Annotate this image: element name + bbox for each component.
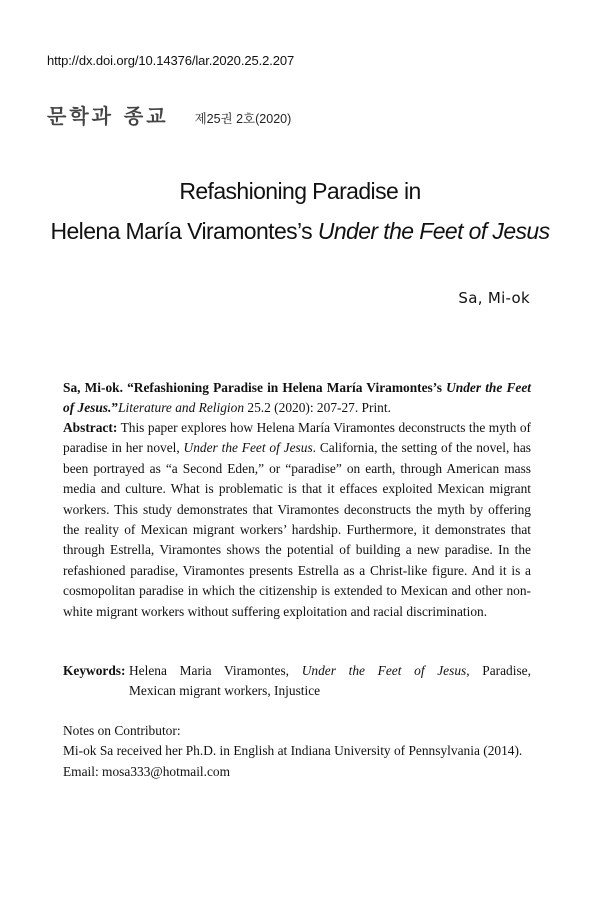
contributor-bio: Mi-ok Sa received her Ph.D. in English at Indiana University of Pennsylvania (2014). (63, 743, 523, 759)
journal-issue: 제25권 2호(2020) (194, 112, 292, 126)
citation-work-title: Under the Feet of Jesus. (63, 380, 531, 416)
keywords-row (63, 661, 531, 681)
abstract-label: Abstract: (63, 420, 118, 435)
abstract-text-1: This paper explores how Helena María Viramontes deconstructs the myth of paradise in her novel, (63, 420, 531, 456)
doi-link[interactable]: http://dx.doi.org/10.14376/lar.2020.25.2.207 (47, 53, 295, 68)
citation-quote-close: ” (111, 400, 119, 416)
citation (63, 378, 531, 419)
notes-heading: Notes on Contributor: (63, 723, 181, 738)
paper-title-line1: Refashioning Paradise in (179, 178, 421, 204)
author-name: Sa, Mi-ok (458, 289, 530, 307)
abstract (63, 418, 531, 622)
abstract-text-2: . California, the setting of the novel, has been portrayed as “a Second Eden,” or “paradise” on earth, through American mass media and culture. What is problematic is that it effaces exploited Mexican migrant workers. This study demonstrates that Viramontes deconstructs the myth by offering the reality of Mexican migrant workers’ hardship. Furthermore, it demonstrates that through Estrella, Viramontes shows the potential of building a new paradise. In the refashioned paradise, Viramontes presents Estrella as a Christ-like figure. And it is a cosmopolitan paradise in which the citizenship is extended to Mexican and other non-white migrant workers without suffering exploitation and racial discrimination. (63, 440, 531, 619)
contributor-email[interactable]: Email: mosa333@hotmail.com (63, 763, 231, 779)
title-plain: Helena María Viramontes’s (50, 218, 318, 244)
keywords-line1 (129, 661, 531, 681)
keyword-title: Under the Feet of Jesus (301, 663, 467, 678)
journal-name: 문학과 종교 (47, 104, 169, 128)
paper-title-line2 (0, 218, 600, 245)
keywords (63, 661, 531, 702)
keywords-label: Keywords: (63, 663, 126, 678)
abstract-italic-title: Under the Feet of Jesus (183, 440, 313, 456)
citation-lead: Sa, Mi-ok. “Refashioning Paradise in Helena María Viramontes’s (63, 380, 447, 395)
keyword-author: Helena Maria Viramontes, (129, 663, 302, 678)
journal-header (47, 100, 291, 129)
keywords-line2: Mexican migrant workers, Injustice (129, 683, 321, 699)
citation-journal: Literature and Religion (118, 400, 245, 416)
citation-tail: 25.2 (2020): 207-27. Print. (244, 400, 391, 416)
keyword-paradise: , Paradise, (466, 663, 531, 678)
contributor-notes (63, 721, 535, 782)
title-italic: Under the Feet of Jesus (317, 218, 550, 244)
